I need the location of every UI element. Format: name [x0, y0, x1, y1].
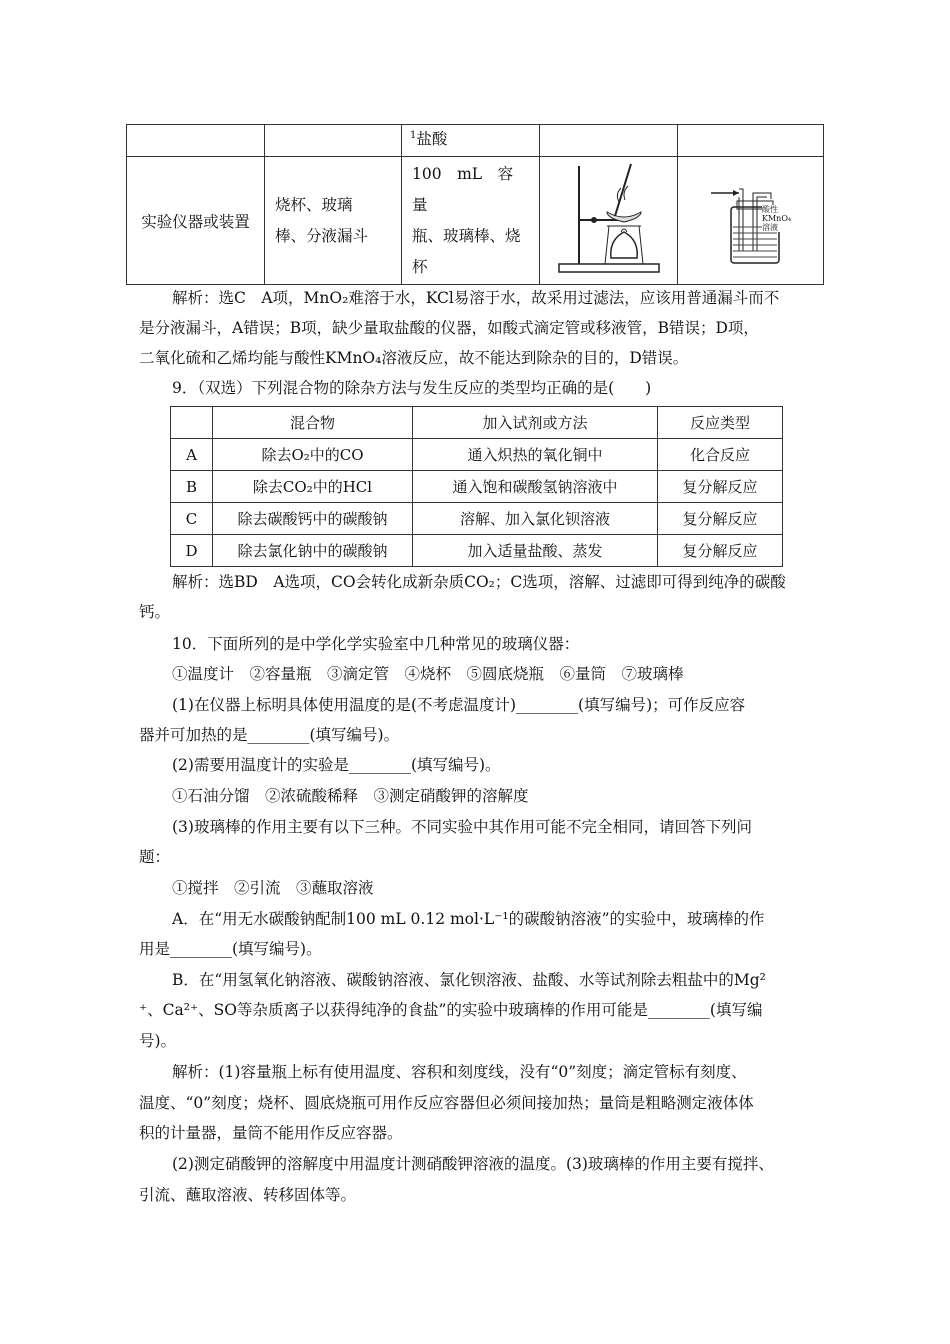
- bottle-label-line: 酸性: [762, 205, 778, 214]
- table-cell: 加入适量盐酸、蒸发: [413, 535, 658, 567]
- apparatus-table: [126, 124, 824, 285]
- table-header: 反应类型: [658, 407, 783, 439]
- table-cell: C: [171, 503, 213, 535]
- cell-line: 100 mL 容 量: [412, 164, 529, 214]
- table-row: [171, 503, 783, 535]
- bottle-label-line: 溶液: [762, 223, 778, 232]
- question-line: B．在“用氢氧化钠溶液、碳酸钠溶液、氯化钡溶液、盐酸、水等试剂除去粗盐中的Mg²: [172, 971, 766, 989]
- table-cell: [402, 125, 540, 157]
- table-cell: 化合反应: [658, 439, 783, 471]
- answer-line: (2)测定硝酸钾的溶解度中用温度计测硝酸钾溶液的温度。(3)玻璃棒的作用主要有搅拌、: [172, 1155, 774, 1173]
- question-line: 器并可加热的是________(填写编号)。: [139, 726, 400, 744]
- table-cell: 通入炽热的氧化铜中: [413, 439, 658, 471]
- cell-line: 烧杯、玻璃: [275, 195, 353, 214]
- answer-line: 二氧化硫和乙烯均能与酸性KMnO₄溶液反应，故不能达到除杂的目的，D错误。: [139, 349, 689, 367]
- table-cell: [265, 157, 402, 285]
- table-cell: 复分解反应: [658, 535, 783, 567]
- table-header: [171, 407, 213, 439]
- purification-table: [170, 406, 783, 567]
- question-stem: 9．（双选）下列混合物的除杂方法与发生反应的类型均正确的是( ): [172, 379, 652, 397]
- option-list: ①石油分馏 ②浓硫酸稀释 ③测定硝酸钾的溶解度: [172, 787, 529, 805]
- option-list: ①搅拌 ②引流 ③蘸取溶液: [172, 879, 374, 897]
- table-cell: 除去氯化钠中的碳酸钠: [213, 535, 413, 567]
- question-line: 号)。: [139, 1032, 177, 1050]
- table-header: 混合物: [213, 407, 413, 439]
- table-row: [171, 439, 783, 471]
- table-cell: [127, 125, 265, 157]
- table-cell: [265, 125, 402, 157]
- gas-washing-bottle-image: [681, 171, 821, 271]
- evaporation-apparatus-image: [549, 160, 669, 278]
- table-cell: [678, 125, 824, 157]
- table-cell: 溶解、加入氯化钡溶液: [413, 503, 658, 535]
- question-line: (2)需要用温度计的实验是________(填写编号)。: [172, 756, 501, 774]
- table-header: 加入试剂或方法: [413, 407, 658, 439]
- instrument-list: ①温度计 ②容量瓶 ③滴定管 ④烧杯 ⑤圆底烧瓶 ⑥量筒 ⑦玻璃棒: [172, 665, 684, 683]
- row-label: 实验仪器或装置: [127, 157, 265, 285]
- answer-line: 积的计量器，量筒不能用作反应容器。: [139, 1124, 403, 1142]
- table-row: [171, 535, 783, 567]
- table-cell-text: 盐酸: [416, 130, 448, 148]
- table-cell: [402, 157, 540, 285]
- question-stem: 10．下面所列的是中学化学实验室中几种常见的玻璃仪器：: [172, 635, 580, 653]
- table-cell: D: [171, 535, 213, 567]
- question-line: A．在“用无水碳酸钠配制100 mL 0.12 mol·L⁻¹的碳酸钠溶液”的实验中，玻璃棒的作: [172, 910, 765, 928]
- answer-line: 钙。: [139, 603, 171, 621]
- table-cell: B: [171, 471, 213, 503]
- table-cell: [540, 125, 678, 157]
- answer-line: 温度、“0”刻度；烧杯、圆底烧瓶可用作反应容器但必须间接加热；量筒是粗略测定液体体: [139, 1094, 754, 1112]
- table-cell: 除去碳酸钙中的碳酸钠: [213, 503, 413, 535]
- table-cell: [540, 157, 678, 285]
- answer-line: 引流、蘸取溶液、转移固体等。: [139, 1186, 357, 1204]
- table-row: [171, 471, 783, 503]
- cell-line: 杯: [412, 257, 428, 276]
- bottle-label-line: KMnO₄: [762, 214, 792, 223]
- answer-line: 解析：选C A项，MnO₂难溶于水，KCl易溶于水，故采用过滤法，应该用普通漏斗而不: [172, 289, 780, 307]
- question-line: ⁺、Ca²⁺、SO等杂质离子以获得纯净的食盐”的实验中玻璃棒的作用可能是________(填写编: [139, 1001, 763, 1019]
- question-line: 题：: [139, 848, 171, 866]
- table-cell: 除去O₂中的CO: [213, 439, 413, 471]
- table-cell: 通入饱和碳酸氢钠溶液中: [413, 471, 658, 503]
- answer-line: 解析：(1)容量瓶上标有使用温度、容积和刻度线，没有“0”刻度；滴定管标有刻度、: [172, 1063, 747, 1081]
- answer-line: 是分液漏斗，A错误；B项，缺少量取盐酸的仪器，如酸式滴定管或移液管，B错误；D项，: [139, 319, 759, 337]
- table-cell: [678, 157, 824, 285]
- table-cell: A: [171, 439, 213, 471]
- table-cell: 除去CO₂中的HCl: [213, 471, 413, 503]
- cell-line: 棒、分液漏斗: [275, 226, 369, 245]
- question-line: 用是________(填写编号)。: [139, 940, 322, 958]
- table-cell: 复分解反应: [658, 471, 783, 503]
- question-line: (1)在仪器上标明具体使用温度的是(不考虑温度计)________(填写编号)；可作反应容: [172, 696, 746, 714]
- table-header-row: [171, 407, 783, 439]
- question-line: (3)玻璃棒的作用主要有以下三种。不同实验中其作用可能不完全相同，请回答下列问: [172, 818, 752, 836]
- answer-line: 解析：选BD A选项，CO会转化成新杂质CO₂；C选项，溶解、过滤即可得到纯净的碳酸: [172, 573, 786, 591]
- cell-line: 瓶、玻璃棒、烧: [412, 226, 521, 245]
- footnote-mark: 1: [410, 129, 417, 141]
- table-cell: 复分解反应: [658, 503, 783, 535]
- bottle-label: [762, 205, 791, 232]
